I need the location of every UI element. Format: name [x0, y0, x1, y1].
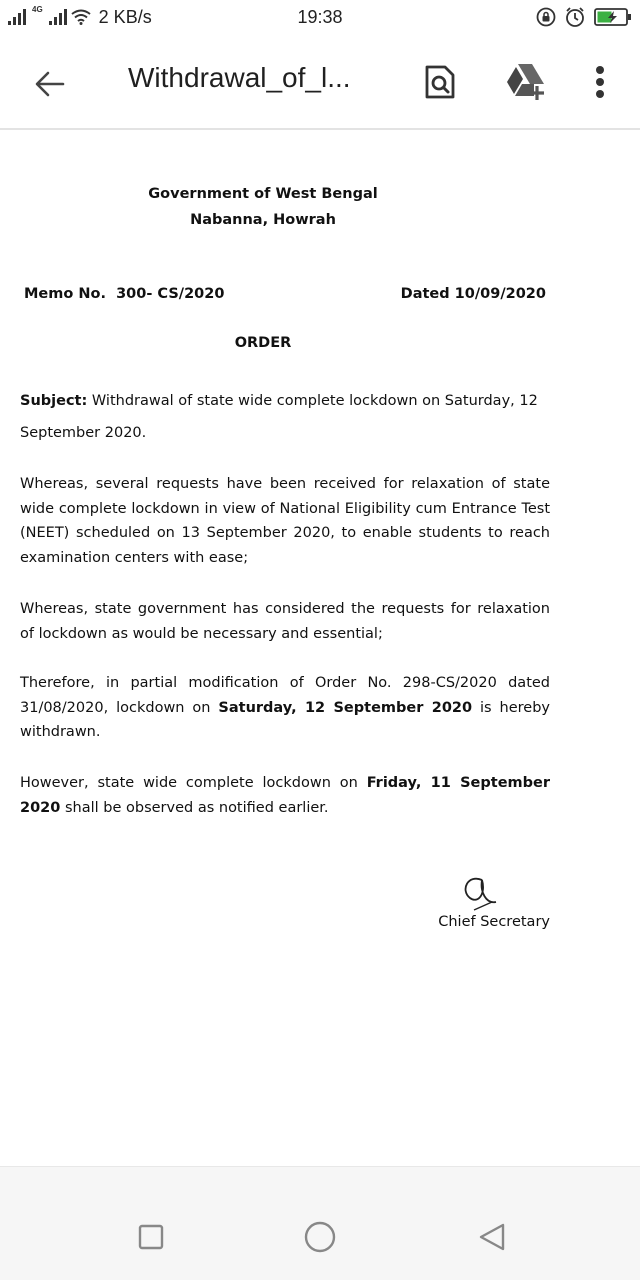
- recents-button[interactable]: [125, 1211, 177, 1263]
- home-button[interactable]: [294, 1211, 346, 1263]
- network-type-label: 4G: [32, 5, 43, 14]
- back-triangle-icon: [477, 1222, 507, 1252]
- back-nav-button[interactable]: [466, 1211, 518, 1263]
- alarm-icon: [564, 6, 586, 28]
- document-page[interactable]: [0, 132, 640, 1166]
- find-in-page-icon: [425, 65, 455, 99]
- status-bar: [0, 0, 640, 36]
- order-heading: ORDER: [234, 335, 292, 351]
- paragraph-2: Whereas, state government has considered the requests for relaxation of lockdown as would be necessary and essential;: [20, 601, 550, 642]
- back-button[interactable]: [26, 60, 74, 108]
- signatory-title: Chief Secretary: [438, 914, 550, 930]
- back-arrow-icon: [35, 71, 65, 97]
- subject-label: Subject:: [20, 393, 88, 409]
- paragraph-4-text-a: However, state wide complete lockdown on: [20, 775, 367, 791]
- subject-text: Withdrawal of state wide complete lockdown on Saturday, 12 September 2020.: [20, 393, 538, 441]
- paragraph-3-bold: Saturday, 12 September 2020: [218, 699, 473, 716]
- signature-mark: [452, 862, 512, 922]
- recents-square-icon: [137, 1223, 165, 1251]
- status-time: 19:38: [297, 7, 343, 27]
- paragraph-3-text-b: is hereby withdrawn.: [20, 699, 550, 740]
- app-toolbar: [0, 36, 640, 130]
- paragraph-4-bold: Friday, 11 September 2020: [20, 775, 550, 816]
- paragraph-1: Whereas, several requests have been received for relaxation of state wide complete lockdown in view of National Eligibility cum Entrance Test (NEET) scheduled on 13 September 2020, to enable students to reach examination centers with ease;: [20, 476, 550, 566]
- add-to-drive-icon: [504, 62, 548, 102]
- more-options-button[interactable]: [578, 60, 622, 104]
- paragraph-4: [20, 771, 550, 820]
- status-right-group: [536, 6, 632, 28]
- home-circle-icon: [303, 1220, 337, 1254]
- add-to-drive-button[interactable]: [504, 60, 548, 104]
- document-title: Withdrawal_of_l...: [128, 62, 351, 93]
- paragraph-4-text-b: shall be observed as notified earlier.: [60, 799, 329, 816]
- org-name: Government of West Bengal: [148, 186, 378, 202]
- system-nav-bar: [0, 1166, 640, 1280]
- paragraph-3-text-a: Therefore, in partial modification of Order No. 298-CS/2020 dated 31/08/2020, lockdown on: [20, 675, 550, 716]
- find-in-page-button[interactable]: [418, 60, 462, 104]
- more-vert-icon: [595, 65, 605, 99]
- memo-number: Memo No. 300- CS/2020: [24, 286, 225, 302]
- paragraph-3: [20, 671, 550, 745]
- battery-charging-icon: [594, 8, 632, 26]
- network-speed: 2 KB/s: [98, 6, 152, 27]
- rotation-lock-icon: [536, 7, 556, 27]
- subject-paragraph: [20, 385, 550, 449]
- memo-date: Dated 10/09/2020: [400, 286, 546, 302]
- org-address: Nabanna, Howrah: [190, 212, 336, 228]
